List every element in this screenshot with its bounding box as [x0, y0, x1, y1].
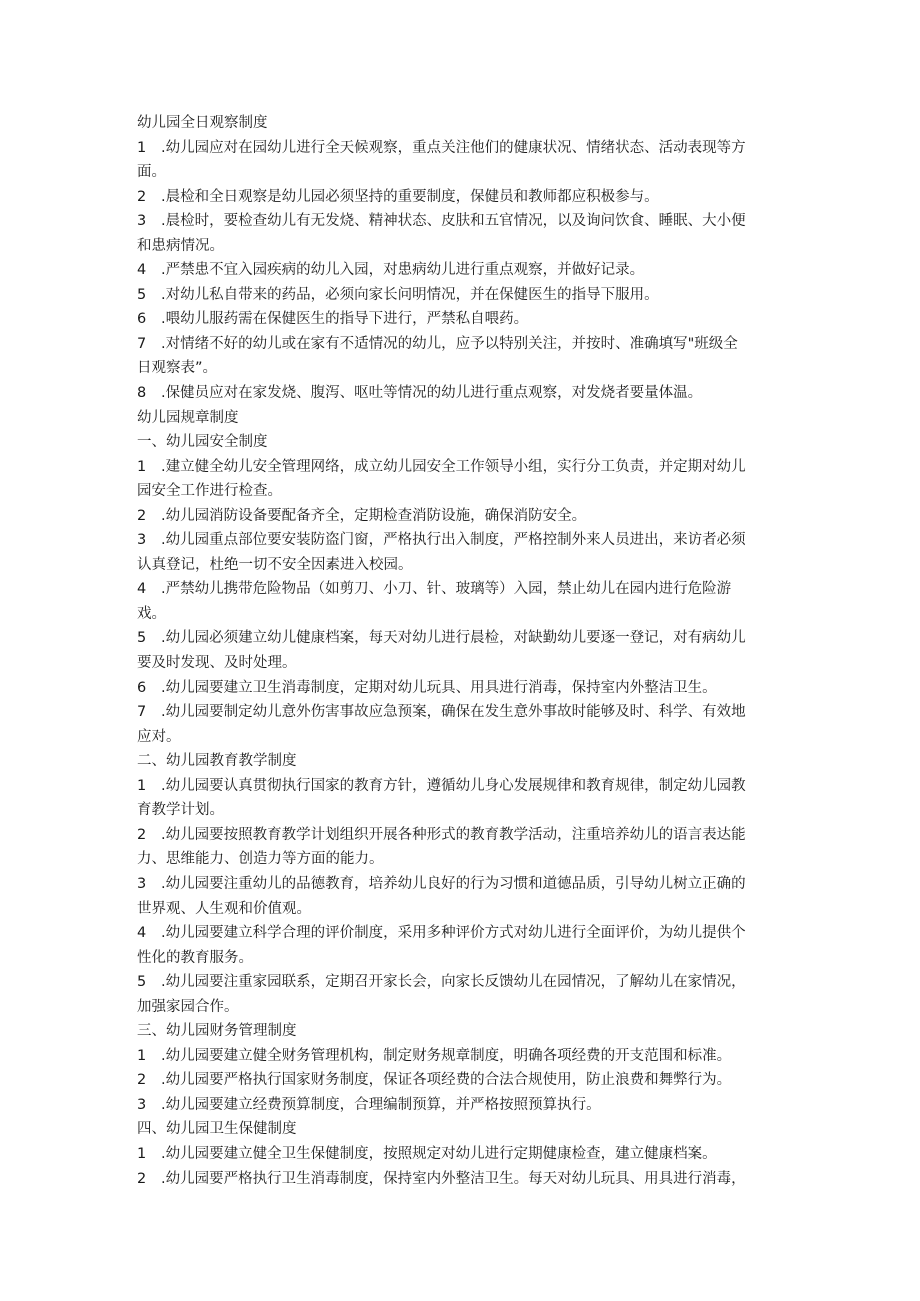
item-number: 2 — [137, 507, 147, 524]
list-item — [137, 970, 785, 995]
document-body — [137, 111, 785, 1191]
item-text: 日观察表”。 — [137, 360, 218, 377]
item-number: 6 — [137, 679, 147, 696]
item-text: 戏。 — [137, 605, 166, 622]
item-number: 5 — [137, 286, 147, 303]
item-text: 要及时发现、及时处理。 — [137, 655, 297, 672]
list-item-continuation — [137, 995, 785, 1020]
item-number: 1 — [137, 1145, 147, 1162]
item-number: 5 — [137, 974, 147, 991]
section-heading: 幼儿园全日观察制度 — [137, 115, 268, 131]
item-text: 力、思维能力、创造力等方面的能力。 — [137, 851, 384, 868]
list-item — [137, 1167, 785, 1192]
section-heading: 二、幼儿园教育教学制度 — [137, 753, 297, 770]
item-text: .建立健全幼儿安全管理网络，成立幼儿园安全工作领导小组，实行分工负责，并定期对幼儿 — [161, 458, 746, 475]
list-item-continuation — [137, 602, 785, 627]
item-number: 7 — [137, 704, 147, 721]
list-item — [137, 577, 785, 602]
item-text: .幼儿园应对在园幼儿进行全天候观察，重点关注他们的健康状况、情绪状态、活动表现等方 — [161, 139, 746, 156]
item-text: .幼儿园要注重家园联系，定期召开家长会，向家长反馈幼儿在园情况，了解幼儿在家情况， — [161, 974, 746, 991]
list-item — [137, 332, 785, 357]
list-item — [137, 1142, 785, 1167]
list-item-continuation — [137, 479, 785, 504]
list-item — [137, 455, 785, 480]
item-number: 5 — [137, 630, 147, 647]
list-item — [137, 676, 785, 701]
item-number: 2 — [137, 188, 147, 205]
section-heading: 幼儿园规章制度 — [137, 409, 239, 426]
item-number: 1 — [137, 139, 147, 156]
list-item — [137, 258, 785, 283]
list-item — [137, 136, 785, 161]
list-item — [137, 1044, 785, 1069]
item-text: .对情绪不好的幼儿或在家有不适情况的幼儿，应予以特别关注，并按时、准确填写"班级全 — [161, 335, 738, 352]
list-item — [137, 700, 785, 725]
item-text: .幼儿园要建立科学合理的评价制度，采用多种评价方式对幼儿进行全面评价，为幼儿提供个 — [161, 925, 746, 942]
list-item — [137, 504, 785, 529]
item-text: .幼儿园要严格执行国家财务制度，保证各项经费的合法合规使用，防止浪费和舞弊行为。 — [161, 1072, 732, 1089]
item-number: 7 — [137, 335, 147, 352]
list-item — [137, 1068, 785, 1093]
list-item — [137, 921, 785, 946]
item-number: 1 — [137, 1047, 147, 1064]
item-text: .幼儿园要建立经费预算制度，合理编制预算，并严格按照预算执行。 — [161, 1096, 601, 1113]
item-text: .晨检时，要检查幼儿有无发烧、精神状态、皮肤和五官情况，以及询问饮食、睡眠、大小便 — [161, 213, 746, 230]
item-text: .幼儿园消防设备要配备齐全，定期检查消防设施，确保消防安全。 — [161, 507, 587, 524]
list-item — [137, 626, 785, 651]
item-number: 2 — [137, 826, 147, 843]
item-text: .幼儿园要制定幼儿意外伤害事故应急预案，确保在发生意外事故时能够及时、科学、有效地 — [161, 704, 746, 721]
list-item — [137, 283, 785, 308]
item-number: 3 — [137, 1096, 147, 1113]
item-text: 认真登记，杜绝一切不安全因素进入校园。 — [137, 556, 413, 573]
item-text: .幼儿园必须建立幼儿健康档案，每天对幼儿进行晨检，对缺勤幼儿要逐一登记，对有病幼儿 — [161, 630, 746, 647]
list-item — [137, 381, 785, 406]
item-text: 园安全工作进行检查。 — [137, 483, 282, 500]
item-text: .幼儿园要建立健全财务管理机构，制定财务规章制度，明确各项经费的开支范围和标准。 — [161, 1047, 732, 1064]
item-number: 8 — [137, 385, 147, 402]
list-item-continuation — [137, 651, 785, 676]
list-item-continuation — [137, 356, 785, 381]
list-item-continuation — [137, 847, 785, 872]
item-number: 3 — [137, 532, 147, 549]
list-item — [137, 307, 785, 332]
list-item-continuation — [137, 946, 785, 971]
section-heading: 四、幼儿园卫生保健制度 — [137, 1121, 297, 1138]
item-text: .严禁幼儿携带危险物品（如剪刀、小刀、针、玻璃等）入园，禁止幼儿在园内进行危险游 — [161, 581, 732, 598]
item-text: .对幼儿私自带来的药品，必须向家长问明情况，并在保健医生的指导下服用。 — [161, 286, 659, 303]
item-text: 应对。 — [137, 728, 181, 745]
item-text: 和患病情况。 — [137, 237, 224, 254]
list-item-continuation — [137, 798, 785, 823]
list-item — [137, 209, 785, 234]
item-text: .幼儿园要按照教育教学计划组织开展各种形式的教育教学活动，注重培养幼儿的语言表达能 — [161, 826, 746, 843]
list-item — [137, 185, 785, 210]
item-number: 4 — [137, 581, 147, 598]
item-number: 1 — [137, 777, 147, 794]
item-text: .幼儿园要认真贯彻执行国家的教育方针，遵循幼儿身心发展规律和教育规律，制定幼儿园教 — [161, 777, 746, 794]
list-item-continuation — [137, 234, 785, 259]
item-text: 育教学计划。 — [137, 802, 224, 819]
item-number: 6 — [137, 311, 147, 328]
list-item-continuation — [137, 725, 785, 750]
item-text: 性化的教育服务。 — [137, 949, 253, 966]
item-text: .幼儿园要建立卫生消毒制度，定期对幼儿玩具、用具进行消毒，保持室内外整洁卫生。 — [161, 679, 717, 696]
list-item-continuation — [137, 553, 785, 578]
item-number: 2 — [137, 1170, 147, 1187]
item-number: 4 — [137, 262, 147, 279]
item-number: 4 — [137, 925, 147, 942]
item-number: 1 — [137, 458, 147, 475]
item-text: .喂幼儿服药需在保健医生的指导下进行，严禁私自喂药。 — [161, 311, 529, 328]
item-number: 2 — [137, 1072, 147, 1089]
list-item — [137, 872, 785, 897]
item-text: .晨检和全日观察是幼儿园必须坚持的重要制度，保健员和教师都应积极参与。 — [161, 188, 659, 205]
item-text: .幼儿园要注重幼儿的品德教育，培养幼儿良好的行为习惯和道德品质，引导幼儿树立正确的 — [161, 875, 746, 892]
list-item — [137, 823, 785, 848]
item-text: .幼儿园要严格执行卫生消毒制度，保持室内外整洁卫生。每天对幼儿玩具、用具进行消毒， — [161, 1170, 746, 1187]
item-number: 3 — [137, 875, 147, 892]
item-text: .幼儿园重点部位要安装防盗门窗，严格执行出入制度，严格控制外来人员进出，来访者必须 — [161, 532, 746, 549]
list-item-continuation — [137, 897, 785, 922]
item-text: 世界观、人生观和价值观。 — [137, 900, 311, 917]
item-text: 加强家园合作。 — [137, 998, 239, 1015]
section-heading: 一、幼儿园安全制度 — [137, 434, 268, 451]
list-item — [137, 1093, 785, 1118]
section-heading: 三、幼儿园财务管理制度 — [137, 1023, 297, 1040]
item-text: 面。 — [137, 164, 166, 181]
list-item — [137, 528, 785, 553]
item-text: .保健员应对在家发烧、腹泻、呕吐等情况的幼儿进行重点观察，对发烧者要量体温。 — [161, 385, 703, 402]
list-item — [137, 774, 785, 799]
item-text: .严禁患不宜入园疾病的幼儿入园，对患病幼儿进行重点观察，并做好记录。 — [161, 262, 645, 279]
item-number: 3 — [137, 213, 147, 230]
item-text: .幼儿园要建立健全卫生保健制度，按照规定对幼儿进行定期健康检查，建立健康档案。 — [161, 1145, 717, 1162]
list-item-continuation — [137, 160, 785, 185]
